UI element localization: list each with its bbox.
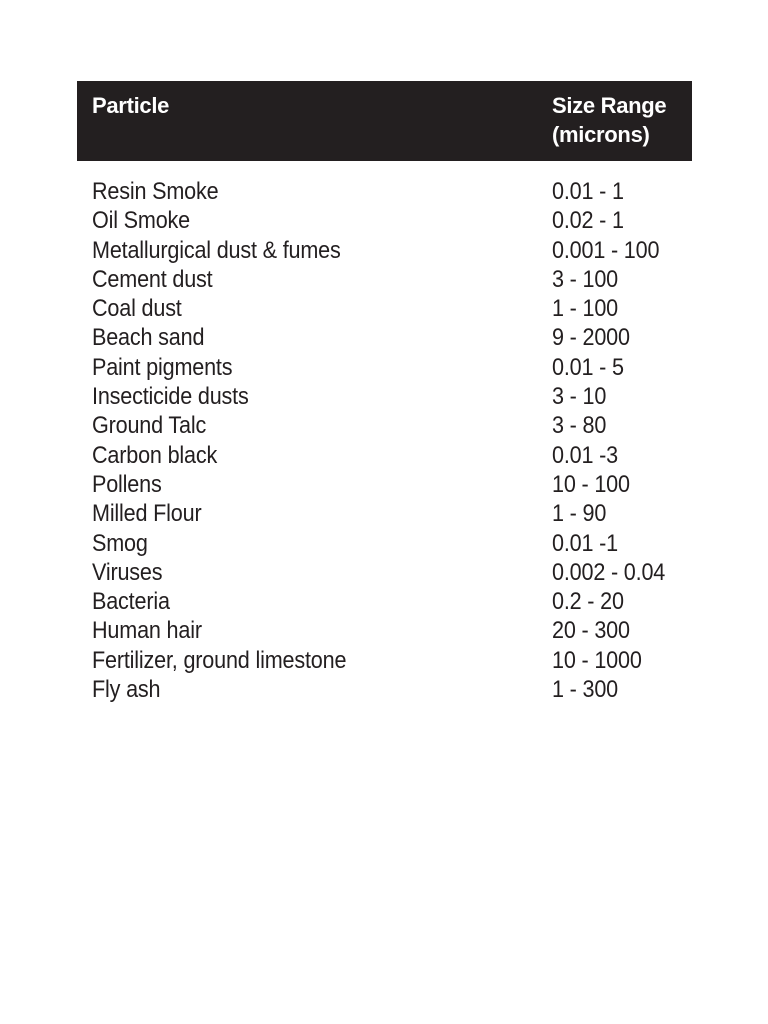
header-size-range-line1: Size Range: [552, 93, 667, 118]
particle-name: Bacteria: [92, 588, 170, 616]
size-range-value: 0.2 - 20: [552, 588, 624, 616]
size-range-value: 0.002 - 0.04: [552, 558, 666, 586]
size-range-value: 0.001 - 100: [552, 236, 660, 264]
particle-size-table: [77, 81, 692, 704]
particle-name: Smog: [92, 529, 148, 557]
particle-name: Carbon black: [92, 441, 218, 469]
table-row: [77, 529, 692, 558]
size-range-value: 10 - 1000: [552, 646, 642, 674]
size-range-value: 0.01 - 5: [552, 353, 624, 381]
table-row: [77, 323, 692, 352]
size-range-value: 0.01 -3: [552, 441, 618, 469]
table-row: [77, 236, 692, 265]
size-range-value: 0.01 -1: [552, 529, 618, 557]
particle-name: Human hair: [92, 617, 202, 645]
table-row: [77, 441, 692, 470]
particle-name: Metallurgical dust & fumes: [92, 236, 341, 264]
particle-name: Fly ash: [92, 676, 161, 704]
particle-name: Milled Flour: [92, 500, 202, 528]
size-range-value: 10 - 100: [552, 470, 630, 498]
particle-name: Fertilizer, ground limestone: [92, 646, 347, 674]
particle-name: Resin Smoke: [92, 178, 219, 205]
particle-name: Viruses: [92, 558, 163, 586]
table-row: [77, 382, 692, 411]
particle-name: Ground Talc: [92, 412, 207, 440]
size-range-value: 1 - 90: [552, 500, 607, 528]
size-range-value: 9 - 2000: [552, 324, 630, 352]
header-particle: Particle: [92, 93, 170, 118]
size-range-value: 0.01 - 1: [552, 178, 624, 205]
table-row: [77, 294, 692, 323]
header-size-range-line2: (microns): [552, 122, 650, 147]
particle-name: Insecticide dusts: [92, 383, 249, 411]
size-range-value: 1 - 300: [552, 676, 618, 704]
table-row: [77, 499, 692, 528]
particle-name: Coal dust: [92, 295, 182, 323]
table-body: [77, 177, 692, 704]
table-row: [77, 616, 692, 645]
table-row: [77, 411, 692, 440]
table-row: [77, 470, 692, 499]
size-range-value: 0.02 - 1: [552, 207, 624, 235]
table-row: [77, 177, 692, 206]
table-row: [77, 587, 692, 616]
table-row: [77, 558, 692, 587]
size-range-value: 3 - 10: [552, 383, 607, 411]
header-size-range: [552, 91, 666, 149]
table-row: [77, 206, 692, 235]
size-range-value: 3 - 80: [552, 412, 607, 440]
particle-name: Oil Smoke: [92, 207, 191, 235]
particle-name: Pollens: [92, 470, 162, 498]
size-range-value: 1 - 100: [552, 295, 618, 323]
particle-name: Paint pigments: [92, 353, 233, 381]
table-row: [77, 675, 692, 704]
table-row: [77, 353, 692, 382]
table-header: [77, 81, 692, 161]
particle-name: Beach sand: [92, 324, 205, 352]
particle-name: Cement dust: [92, 265, 213, 293]
size-range-value: 20 - 300: [552, 617, 630, 645]
table-row: [77, 265, 692, 294]
size-range-value: 3 - 100: [552, 265, 618, 293]
table-row: [77, 646, 692, 675]
